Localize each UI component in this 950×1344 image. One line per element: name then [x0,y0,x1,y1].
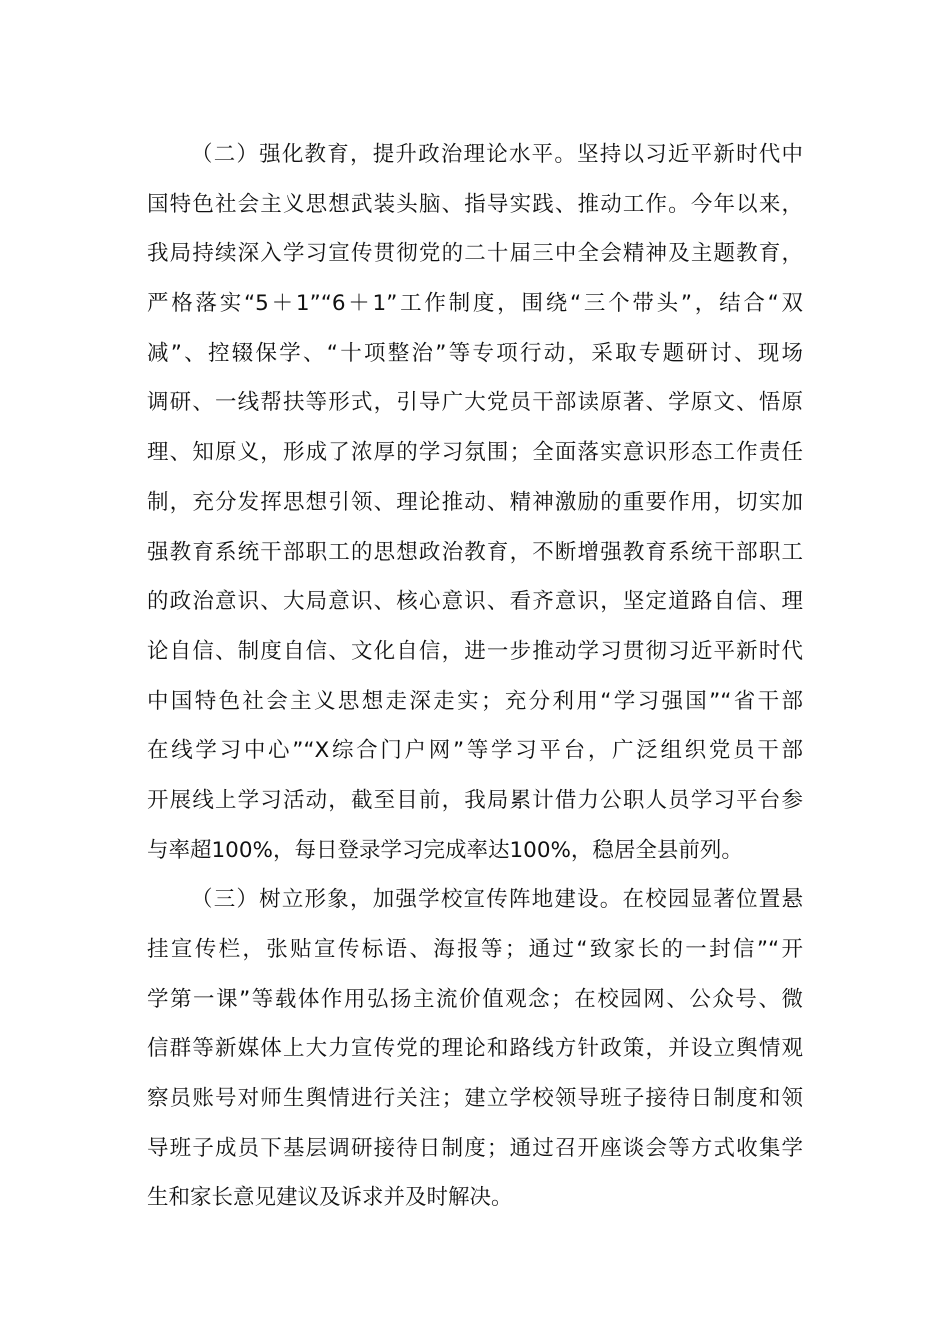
document-page [147,130,803,1223]
text-line: 严格落实“5＋1”“6＋1”工作制度，围绕“三个带头”，结合“双 [147,291,803,317]
text-line: （二）强化教育，提升政治理论水平。坚持以习近平新时代中 [191,142,803,167]
text-line: 中国特色社会主义思想走深走实；充分利用“学习强国”“省干部 [147,688,803,714]
text-line: 我局持续深入学习宣传贯彻党的二十届三中全会精神及主题教育， [147,241,803,267]
text-line: 信群等新媒体上大力宣传党的理论和路线方针政策，并设立舆情观 [147,1036,803,1062]
text-line: 制，充分发挥思想引领、理论推动、精神激励的重要作用，切实加 [147,489,803,515]
text-line: 挂宣传栏，张贴宣传标语、海报等；通过“致家长的一封信”“开 [147,937,803,962]
paragraph [147,875,803,1223]
text-line: 论自信、制度自信、文化自信，进一步推动学习贯彻习近平新时代 [147,638,803,664]
text-line: 导班子成员下基层调研接待日制度；通过召开座谈会等方式收集学 [147,1135,803,1161]
text-line: 强教育系统干部职工的思想政治教育，不断增强教育系统干部职工 [147,539,803,565]
text-line: 察员账号对师生舆情进行关注；建立学校领导班子接待日制度和领 [147,1086,803,1112]
text-line: 开展线上学习活动，截至目前，我局累计借力公职人员学习平台参 [147,787,803,813]
text-line: 学第一课”等载体作用弘扬主流价值观念；在校园网、公众号、微 [147,986,803,1012]
text-line: （三）树立形象，加强学校宣传阵地建设。在校园显著位置悬 [191,887,803,913]
text-line: 调研、一线帮扶等形式，引导广大党员干部读原著、学原文、悟原 [147,390,803,416]
text-line: 减”、控辍保学、“十项整治”等专项行动，采取专题研讨、现场 [147,340,803,366]
paragraph [147,130,803,875]
text-line: 与率超100%，每日登录学习完成率达100%，稳居全县前列。 [147,837,743,863]
text-line: 国特色社会主义思想武装头脑、指导实践、推动工作。今年以来， [147,191,803,217]
text-line: 理、知原义，形成了浓厚的学习氛围；全面落实意识形态工作责任 [147,440,803,466]
text-line: 生和家长意见建议及诉求并及时解决。 [147,1185,513,1211]
text-line: 的政治意识、大局意识、核心意识、看齐意识，坚定道路自信、理 [147,589,803,615]
text-line: 在线学习中心”“X综合门户网”等学习平台，广泛组织党员干部 [147,738,803,764]
